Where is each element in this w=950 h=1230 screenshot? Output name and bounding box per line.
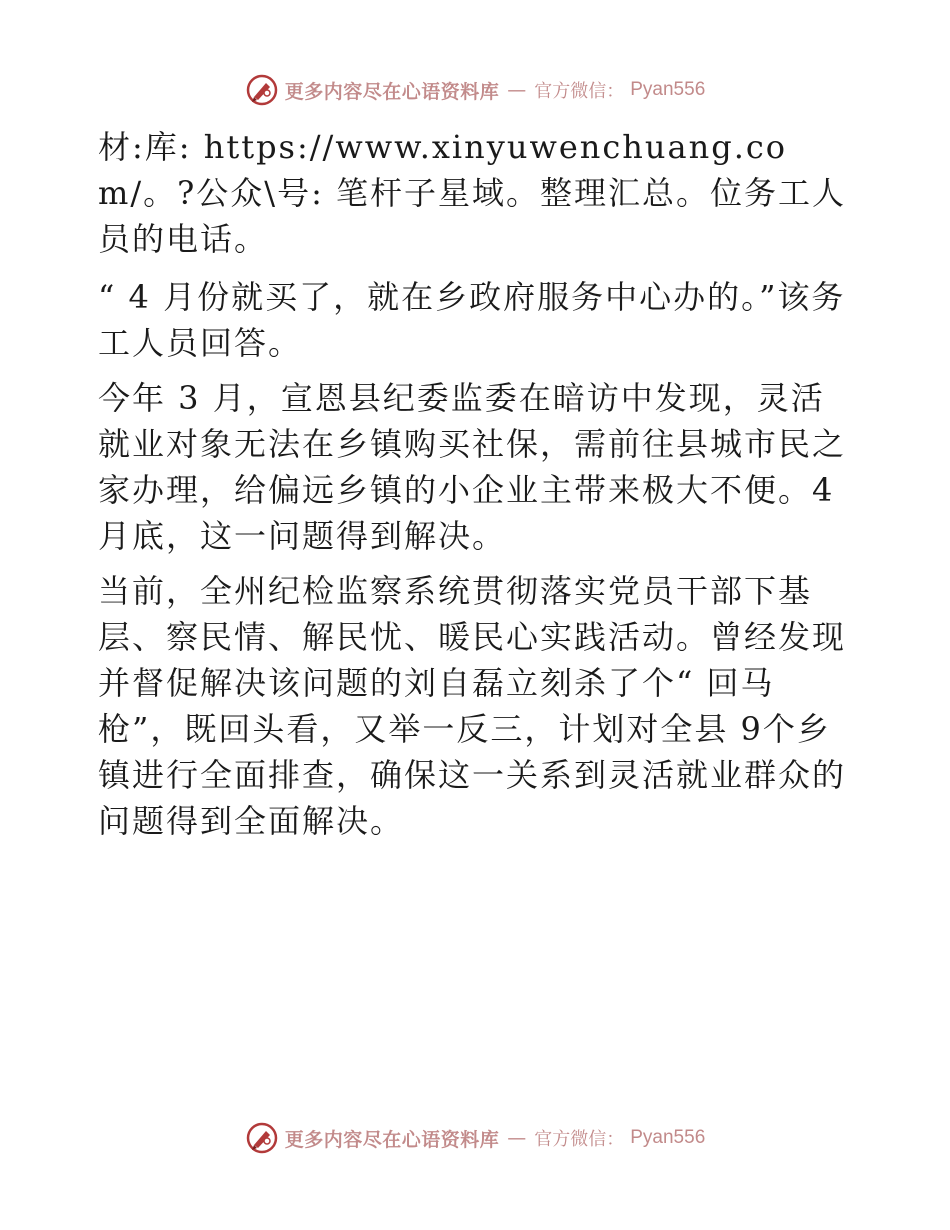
footer-separator: — bbox=[507, 1127, 527, 1149]
header-separator: — bbox=[507, 79, 527, 101]
paragraph-4: 当前，全州纪检监察系统贯彻落实党员干部下基层、察民情、解民忧、暖民心实践活动。曾经发现并督促解决该问题的刘自磊立刻杀了个“ 回马枪”，既回头看，又举一反三，计划对全县 9个乡镇进行全面排查，确保这一关系到灵活就业群众的问题得到全面解决。 bbox=[98, 572, 847, 840]
pen-logo-icon bbox=[245, 1121, 279, 1155]
pen-logo-icon bbox=[245, 73, 279, 107]
header-banner bbox=[0, 70, 950, 110]
header-banner-text: 更多内容尽在心语资料库 bbox=[284, 80, 500, 103]
paragraph-3: 今年 3 月，宣恩县纪委监委在暗访中发现，灵活就业对象无法在乡镇购买社保，需前往县城市民之家办理，给偏远乡镇的小企业主带来极大不便。4 月底，这一问题得到解决。 bbox=[98, 379, 847, 555]
footer-banner-text: 更多内容尽在心语资料库 bbox=[284, 1128, 500, 1151]
header-wechat-id: Pyan556 bbox=[630, 79, 706, 100]
header-wechat-label: 官方微信： bbox=[534, 81, 625, 102]
paragraph-2: “ 4 月份就买了，就在乡政府服务中心办的。”该务工人员回答。 bbox=[98, 278, 846, 362]
paragraph-1: 材:库: https://www.xinyuwenchuang.com/。?公众\号: 笔杆子星域。整理汇总。位务工人员的电话。 bbox=[98, 128, 847, 258]
article-body bbox=[98, 124, 858, 853]
footer-banner bbox=[0, 1118, 950, 1158]
footer-wechat-id: Pyan556 bbox=[630, 1127, 706, 1148]
footer-wechat-label: 官方微信： bbox=[534, 1129, 625, 1150]
